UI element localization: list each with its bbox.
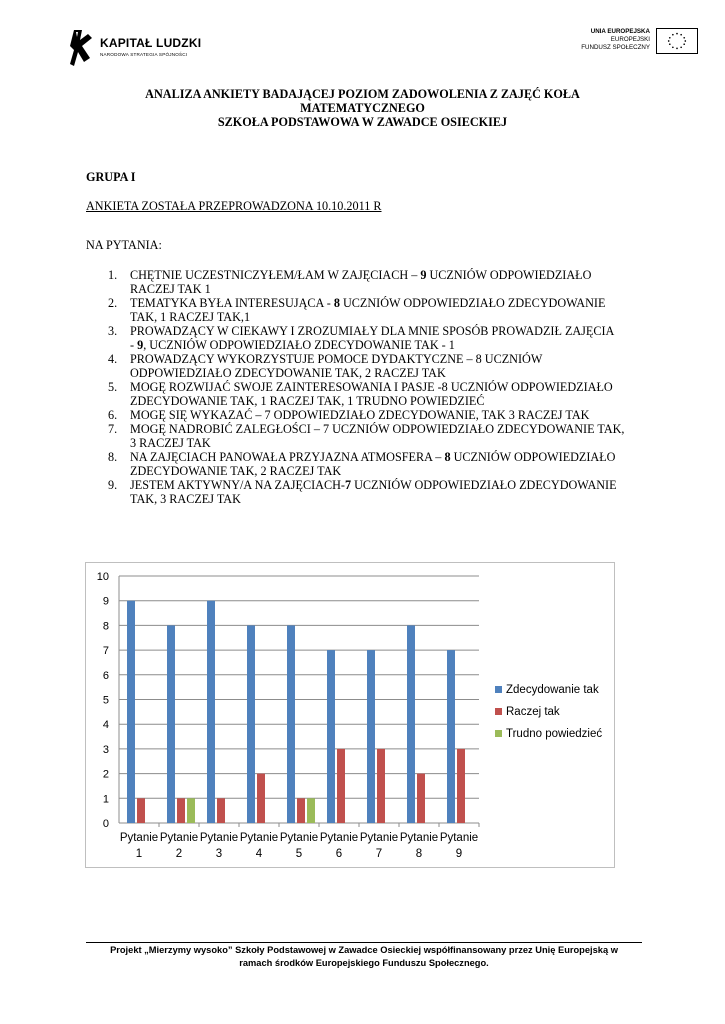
bar-zdecydowanie-tak (247, 625, 255, 823)
question-item (86, 268, 646, 296)
question-line (130, 268, 646, 282)
question-number: 8. (108, 450, 118, 464)
question-item (86, 422, 646, 450)
question-text: UCZNIÓW ODPOWIEDZIAŁO ZDECYDOWANIE (351, 478, 617, 492)
question-number: 7. (108, 422, 118, 436)
bar-zdecydowanie-tak (327, 650, 335, 823)
question-count: 9 (137, 338, 144, 352)
x-tick-label: 9 (455, 848, 463, 860)
kapital-ludzki-mark-icon (68, 28, 94, 68)
y-tick-label: 5 (102, 694, 109, 707)
question-item (86, 352, 646, 380)
bar-zdecydowanie-tak (207, 601, 215, 823)
survey-bar-chart (85, 562, 615, 868)
question-line: ODPOWIEDZIAŁO ZDECYDOWANIE TAK, 2 RACZEJ TAK (130, 366, 446, 380)
question-line: 3 RACZEJ TAK (130, 436, 211, 450)
footer (86, 944, 642, 970)
question-number: 6. (108, 408, 118, 422)
footer-line1: Projekt „Mierzymy wysoko” Szkoły Podstawowej w Zawadce Osieckiej współfinansowany przez Unię Europejską w (110, 945, 618, 955)
x-tick-label: 6 (335, 848, 343, 860)
question-item (86, 296, 646, 324)
y-tick-label: 0 (102, 818, 109, 830)
question-number: 2. (108, 296, 118, 310)
question-number: 9. (108, 478, 118, 492)
question-count: 7 (344, 478, 352, 492)
question-line: ZDECYDOWANIE TAK, 1 RACZEJ TAK, 1 TRUDNO POWIEDZIEĆ (130, 394, 485, 408)
question-text: - (130, 338, 138, 352)
question-count: 9 (420, 268, 427, 282)
question-item (86, 450, 646, 478)
question-line: PROWADZĄCY W CIEKAWY I ZROZUMIAŁY DLA MNIE SPOSÓB PROWADZIŁ ZAJĘCIA (130, 324, 615, 338)
legend-swatch (495, 686, 502, 693)
bar-raczej-tak (377, 749, 385, 823)
document-title-line1: ANALIZA ANKIETY BADAJĄCEJ POZIOM ZADOWOLENIA Z ZAJĘĆ KOŁA (145, 87, 580, 101)
question-line: ZDECYDOWANIE TAK, 2 RACZEJ TAK (130, 464, 342, 478)
x-tick-label: Pytanie (359, 832, 399, 844)
question-number: 3. (108, 324, 118, 338)
question-line: MOGĘ NADROBIĆ ZALEGŁOŚCI – 7 UCZNIÓW ODPOWIEDZIAŁO ZDECYDOWANIE TAK, (130, 422, 625, 436)
question-line (130, 296, 646, 310)
eu-flag-icon (656, 28, 698, 54)
x-tick-label: 3 (215, 848, 223, 860)
x-tick-label: Pytanie (199, 832, 239, 844)
bar-raczej-tak (337, 749, 345, 823)
footer-line2: ramach środków Europejskiego Funduszu Społecznego. (239, 958, 489, 968)
document-title-line3: SZKOŁA PODSTAWOWA W ZAWADCE OSIECKIEJ (217, 115, 508, 129)
question-line: TAK, 1 RACZEJ TAK,1 (130, 310, 251, 324)
bar-raczej-tak (457, 749, 465, 823)
question-line: MOGĘ SIĘ WYKAZAĆ – 7 ODPOWIEDZIAŁO ZDECYDOWANIE, TAK 3 RACZEJ TAK (130, 408, 590, 422)
y-tick-label: 8 (102, 620, 109, 633)
survey-date: ANKIETA ZOSTAŁA PRZEPROWADZONA 10.10.2011 R (86, 199, 382, 213)
question-number: 1. (108, 268, 118, 282)
bar-chart-svg (86, 563, 616, 869)
bar-raczej-tak (217, 798, 225, 823)
question-count: 8 (333, 296, 340, 310)
kapital-ludzki-title: KAPITAŁ LUDZKI (100, 36, 202, 50)
bar-zdecydowanie-tak (367, 650, 375, 823)
question-line (130, 450, 646, 464)
question-line: RACZEJ TAK 1 (130, 282, 211, 296)
x-tick-label: 7 (375, 848, 383, 860)
y-tick-label: 1 (102, 793, 109, 806)
question-text: , UCZNIÓW ODPOWIEDZIAŁO ZDECYDOWANIE TAK - 1 (143, 338, 455, 352)
question-line (130, 478, 646, 492)
legend-swatch (495, 708, 502, 715)
group-heading: GRUPA I (86, 170, 136, 184)
question-text: JESTEM AKTYWNY/A NA ZAJĘCIACH- (130, 478, 345, 492)
kapital-ludzki-subtitle: NARODOWA STRATEGIA SPÓJNOŚCI (100, 52, 188, 57)
document-title-line2: MATEMATYCZNEGO (300, 101, 425, 115)
x-tick-label: Pytanie (319, 832, 359, 844)
y-tick-label: 6 (102, 669, 109, 682)
question-item (86, 478, 646, 506)
kapital-ludzki-logo (68, 28, 202, 68)
question-item (86, 324, 646, 352)
footer-divider (86, 942, 642, 943)
x-tick-label: Pytanie (279, 832, 319, 844)
document-title (80, 87, 645, 129)
question-text: UCZNIÓW ODPOWIEDZIAŁO (426, 268, 592, 282)
question-number: 4. (108, 352, 118, 366)
question-text: TEMATYKA BYŁA INTERESUJĄCA - (130, 296, 334, 310)
bar-raczej-tak (137, 798, 145, 823)
y-tick-label: 9 (102, 595, 109, 608)
eu-logo-line3: FUNDUSZ SPOŁECZNY (581, 44, 650, 51)
question-count: 8 (444, 450, 451, 464)
x-tick-label: Pytanie (239, 832, 279, 844)
bar-zdecydowanie-tak (407, 625, 415, 823)
y-tick-label: 3 (102, 743, 109, 756)
eu-logo-line1: UNIA EUROPEJSKA (590, 28, 650, 35)
bar-zdecydowanie-tak (167, 625, 175, 823)
x-tick-label: Pytanie (439, 832, 479, 844)
question-line: TAK, 3 RACZEJ TAK (130, 492, 241, 506)
question-text: CHĘTNIE UCZESTNICZYŁEM/ŁAM W ZAJĘCIACH – (130, 268, 421, 282)
question-text: UCZNIÓW ODPOWIEDZIAŁO (450, 450, 616, 464)
x-tick-label: 5 (295, 848, 303, 860)
x-tick-label: 1 (135, 848, 143, 860)
question-text: UCZNIÓW ODPOWIEDZIAŁO ZDECYDOWANIE (339, 296, 606, 310)
bar-raczej-tak (297, 798, 305, 823)
x-tick-label: 2 (175, 848, 183, 860)
question-line: PROWADZĄCY WYKORZYSTUJE POMOCE DYDAKTYCZNE – 8 UCZNIÓW (130, 352, 543, 366)
question-line: MOGĘ ROZWIJAĆ SWOJE ZAINTERESOWANIA I PASJE -8 UCZNIÓW ODPOWIEDZIAŁO (130, 380, 613, 394)
x-tick-label: Pytanie (159, 832, 199, 844)
legend-label: Raczej tak (506, 706, 560, 718)
x-tick-label: Pytanie (119, 832, 159, 844)
x-tick-label: 4 (255, 848, 263, 860)
bar-raczej-tak (177, 798, 185, 823)
bar-raczej-tak (257, 774, 265, 823)
question-list (86, 268, 646, 506)
question-text: NA ZAJĘCIACH PANOWAŁA PRZYJAZNA ATMOSFERA – (130, 450, 445, 464)
x-tick-label: 8 (415, 848, 423, 860)
bar-trudno-powiedzie- (307, 798, 315, 823)
legend-swatch (495, 730, 502, 737)
x-tick-label: Pytanie (399, 832, 439, 844)
eu-logo-line2: EUROPEJSKI (610, 36, 650, 43)
questions-intro: NA PYTANIA: (86, 238, 162, 252)
question-item (86, 408, 646, 422)
question-number: 5. (108, 380, 118, 394)
y-tick-label: 7 (102, 645, 109, 658)
bar-zdecydowanie-tak (447, 650, 455, 823)
bar-zdecydowanie-tak (127, 601, 135, 823)
question-line (130, 338, 646, 352)
eu-logo (572, 28, 702, 58)
y-tick-label: 2 (102, 768, 109, 781)
bar-raczej-tak (417, 774, 425, 823)
eu-logo-text (581, 28, 650, 52)
question-item (86, 380, 646, 408)
y-tick-label: 4 (102, 719, 109, 732)
legend-label: Trudno powiedzieć (506, 728, 603, 740)
bar-trudno-powiedzie- (187, 798, 195, 823)
legend-label: Zdecydowanie tak (506, 684, 599, 696)
y-tick-label: 10 (96, 571, 109, 583)
bar-zdecydowanie-tak (287, 625, 295, 823)
